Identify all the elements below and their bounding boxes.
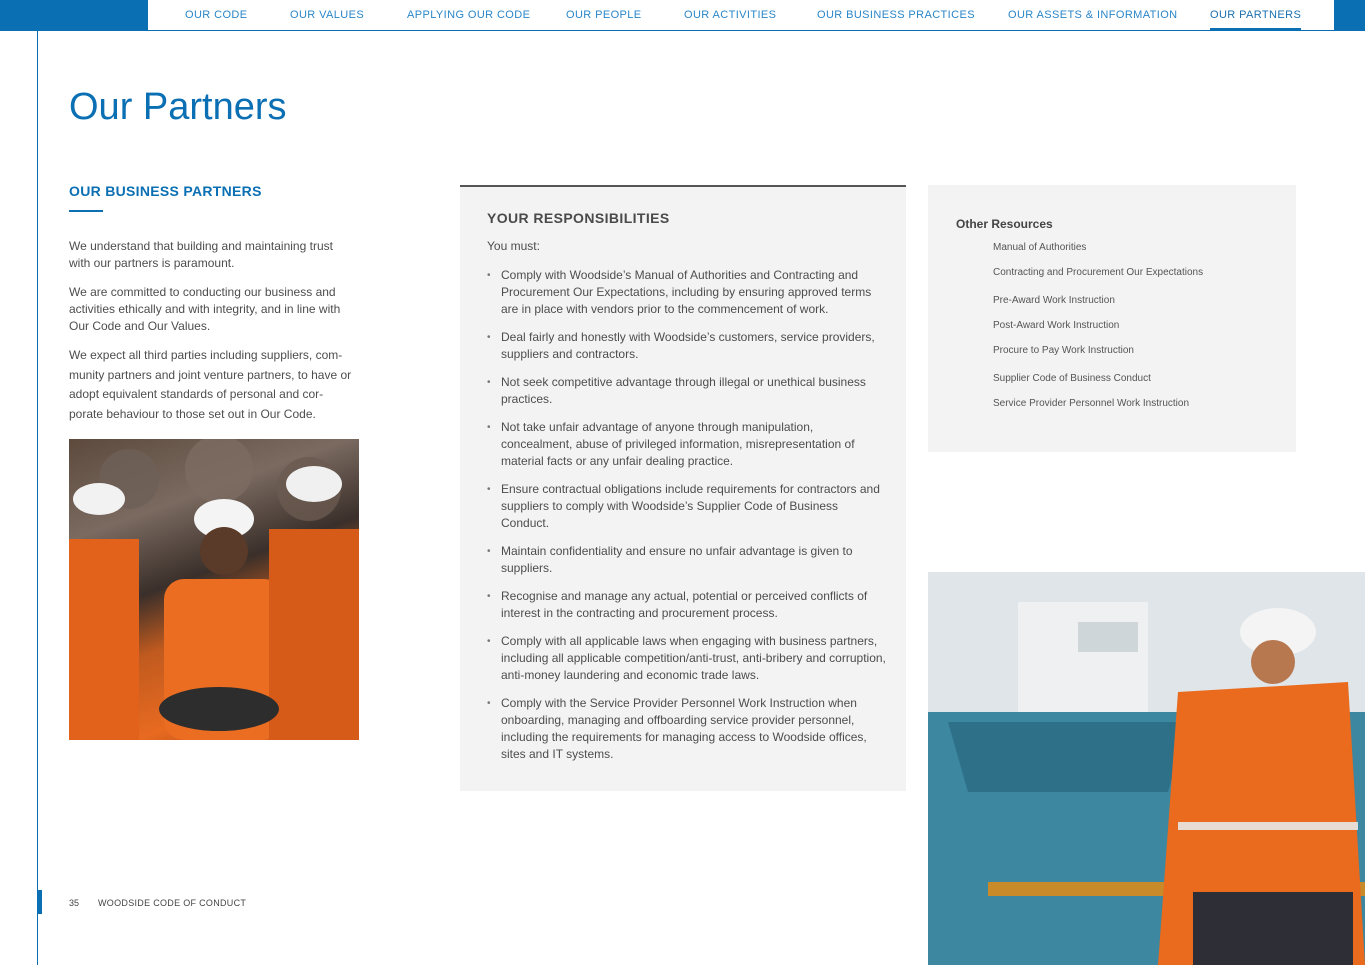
list-item: • Comply with the Service Provider Personnel Work Instruction when onboarding, managing and offboarding service provider personnel, including the requirements for managing access to Woodside offices, sites and IT systems.	[487, 695, 887, 763]
list-item: • Comply with all applicable laws when engaging with business partners, including all applicable competition/anti-trust, anti-bribery and corruption, anti-money laundering and economic trade laws.	[487, 633, 887, 684]
business-partners-heading: OUR BUSINESS PARTNERS	[69, 183, 262, 199]
list-item: • Comply with Woodside’s Manual of Authorities and Contracting and Procurement Our Expectations, including by ensuring approved terms are in place with vendors prior to the commencement of work.	[487, 267, 887, 318]
list-item: • Not take unfair advantage of anyone through manipulation, concealment, abuse of privileged information, misrepresentation of material facts or any unfair dealing practice.	[487, 419, 887, 470]
responsibilities-intro: You must:	[487, 239, 540, 253]
partners-paragraph: We are committed to conducting our business and activities ethically and with integrity, and in line with Our Code and Our Values.	[69, 285, 341, 333]
resource-link-post-award[interactable]: Post-Award Work Instruction	[993, 320, 1120, 331]
workers-team-illustration	[69, 439, 359, 740]
responsibilities-list	[487, 267, 887, 774]
worker-at-port-illustration	[928, 572, 1365, 965]
resource-link-pre-award[interactable]: Pre-Award Work Instruction	[993, 295, 1115, 306]
other-resources-heading: Other Resources	[956, 217, 1053, 231]
partners-paragraph: We understand that building and maintaining trust with our partners is paramount.	[69, 239, 333, 270]
nav-brand-block	[0, 0, 148, 31]
resource-link-service-provider-personnel[interactable]: Service Provider Personnel Work Instruction	[993, 398, 1190, 409]
nav-item-our-business-practices[interactable]: OUR BUSINESS PRACTICES	[817, 9, 975, 21]
resource-link-contracting-procurement[interactable]: Contracting and Procurement Our Expectations	[993, 267, 1204, 278]
nav-item-our-activities[interactable]: OUR ACTIVITIES	[684, 9, 777, 21]
page-title: Our Partners	[69, 86, 287, 128]
top-nav-bar	[0, 0, 1365, 31]
list-item: • Recognise and manage any actual, potential or perceived conflicts of interest in the contracting and procurement process.	[487, 588, 887, 622]
workers-team-photo	[69, 439, 359, 740]
other-resources-panel	[928, 185, 1296, 452]
heading-underline	[69, 210, 103, 212]
resource-link-manual-of-authorities[interactable]: Manual of Authorities	[993, 242, 1087, 253]
list-item: • Maintain confidentiality and ensure no unfair advantage is given to suppliers.	[487, 543, 887, 577]
nav-item-our-people[interactable]: OUR PEOPLE	[566, 9, 642, 21]
partners-paragraph: We expect all third parties including suppliers, com-munity partners and joint venture partners, to have or adopt equivalent standards of personal and cor-porate behaviour to those set out in Our Code.	[69, 348, 352, 421]
list-item: • Deal fairly and honestly with Woodside’s customers, service providers, suppliers and contractors.	[487, 329, 887, 363]
worker-at-port-photo	[928, 572, 1365, 965]
resource-link-procure-to-pay[interactable]: Procure to Pay Work Instruction	[993, 345, 1134, 356]
nav-item-our-assets-information[interactable]: OUR ASSETS & INFORMATION	[1008, 9, 1178, 21]
nav-item-our-partners[interactable]: OUR PARTNERS	[1210, 9, 1302, 21]
nav-item-our-values[interactable]: OUR VALUES	[290, 9, 365, 21]
nav-end-block	[1334, 0, 1365, 31]
page-marker-tab	[37, 890, 42, 914]
responsibilities-heading: YOUR RESPONSIBILITIES	[487, 210, 670, 226]
page-number: 35	[69, 898, 80, 908]
resource-link-supplier-code[interactable]: Supplier Code of Business Conduct	[993, 373, 1151, 384]
left-margin-rule	[37, 31, 38, 965]
document-title: WOODSIDE CODE OF CONDUCT	[98, 898, 247, 908]
nav-item-our-code[interactable]: OUR CODE	[185, 9, 248, 21]
list-item: • Not seek competitive advantage through illegal or unethical business practices.	[487, 374, 887, 408]
responsibilities-panel	[460, 185, 906, 791]
list-item: • Ensure contractual obligations include requirements for contractors and suppliers to comply with Woodside’s Supplier Code of Business Conduct.	[487, 481, 887, 532]
nav-item-applying-our-code[interactable]: APPLYING OUR CODE	[407, 9, 531, 21]
